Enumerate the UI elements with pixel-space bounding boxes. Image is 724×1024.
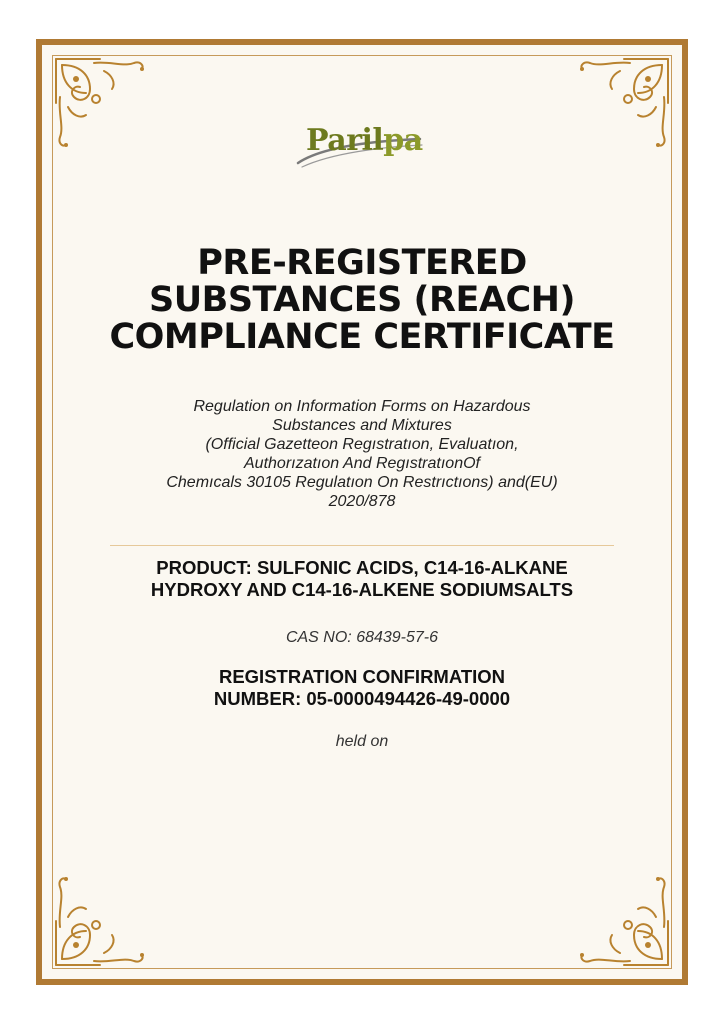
inner-border [52,55,672,969]
title-line: PRE-REGISTERED [197,243,527,283]
logo-text-accent: pa [383,123,423,158]
divider [110,545,614,546]
corner-ornament-icon [564,53,674,163]
logo-text-main: Paril [306,123,384,158]
registration-line: REGISTRATION CONFIRMATION [218,666,506,687]
title-line: COMPLIANCE CERTIFICATE [109,317,615,357]
certificate-frame [36,39,688,985]
cas-number: CAS NO: 68439-57-6 [285,629,439,646]
corner-ornament-icon [50,861,160,971]
company-logo [292,117,432,173]
product-line: HYDROXY AND C14-16-ALKENE SODIUMSALTS [150,579,574,600]
logo-wordmark [306,123,423,158]
regulation-text: Regulation on Information Forms on Hazardous Substances and Mixtures (Official Gazetteon Regıstratıon, Evaluatıon, Authorızatıon And RegıstratıonOf Chemıcals 30105 Regulatıon On Restrıctıons) and(EU) 2020/878 [166,398,558,510]
corner-ornament-icon [50,53,160,163]
certificate-title [82,245,642,356]
registration-number [82,666,642,710]
registration-line: NUMBER: 05-0000494426-49-0000 [213,688,511,709]
held-on-text: held on [335,733,389,750]
product-name [82,557,642,601]
corner-ornament-icon [564,861,674,971]
product-line: PRODUCT: SULFONIC ACIDS, C14-16-ALKANE [156,557,568,578]
title-line: SUBSTANCES (REACH) [149,280,575,320]
